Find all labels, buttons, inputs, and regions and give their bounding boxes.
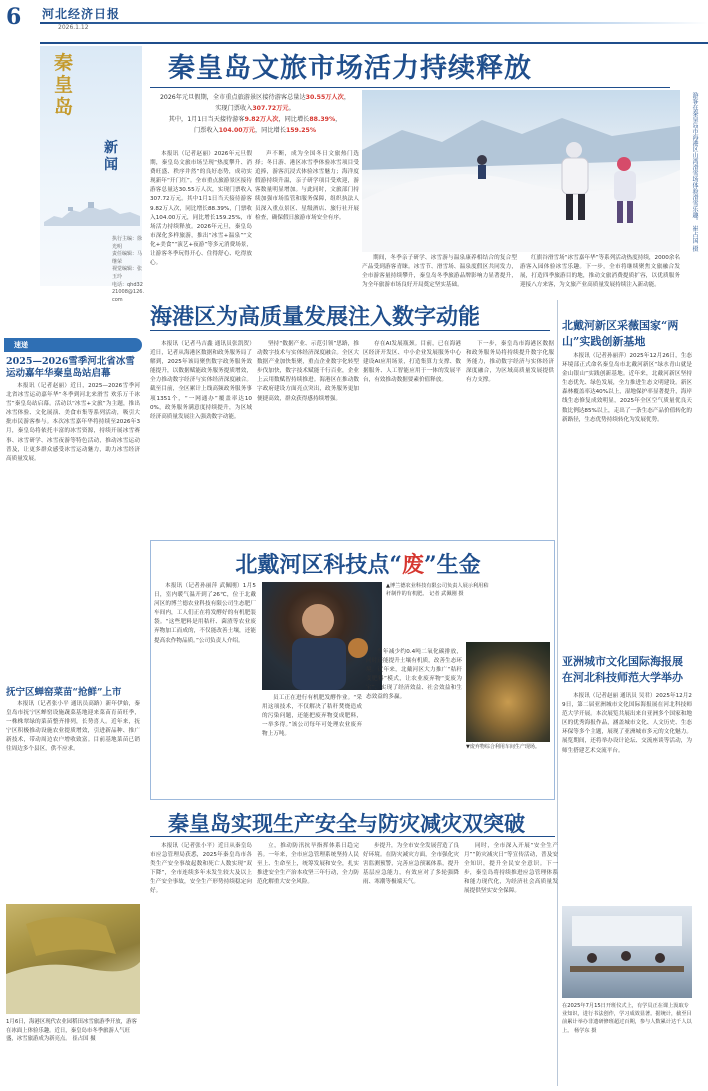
- paragraph: 当年减少约0.4吨二氧化碳排放，同时还能提升土壤有机质，改善生态环境。近年来，北戴河区大力推广“秸秆变肥料”模式，让农业废弃物“变废为宝”，实现了经济效益、社会效益和生态效益的多赢。: [366, 649, 462, 701]
- farmer-photo: [262, 582, 382, 690]
- lead-article-col2: [255, 150, 359, 292]
- stat-text: ，同比增长: [255, 127, 286, 134]
- stat-text: ，同比增长: [278, 116, 310, 123]
- headline-rule: [150, 87, 670, 88]
- sidebar-city-name: 秦皇岛: [54, 52, 74, 118]
- story-2-col2: [257, 340, 359, 540]
- brief-1-headline: 2025—2026雪季河北省冰雪运动嘉年华秦皇岛站启幕: [6, 356, 135, 379]
- stat-number: 307.72万元: [252, 105, 289, 112]
- lead-article-col1: [150, 150, 252, 292]
- issue-date: 2026.1.12: [58, 24, 89, 31]
- classroom-photo-caption: 在2025年7月15日开班仪式上，有学员正在课上汲取专业知识，进行书法创作，学习成效显著。据统计，截至目前累计举办非遗研修班超过百期，参与人数累计达千人以上。 杨学东 摄: [562, 1003, 692, 1034]
- paragraph: 本报讯（记者孙丽萍）2025年12月26日，生态环境部正式命名秦皇岛市北戴河新区“绿水青山就是金山银山”实践创新基地。近年来，北戴河新区坚持生态优先、绿色发展，全力推进生态文明建设。新区森林覆盖率达40%以上，湿地保护率显著提升，海岸线生态修复成效明显，2025年全区空气质量优良天数比例达85%以上，走出了一条生态产品价值转化的新路径，生态优势持续转化为发展优势。: [562, 353, 692, 423]
- rice-photo-caption: 1月6日，海港区现代农业园稻田冰雪旅游季开放，游客在冰面上体验乐趣。近日，秦皇岛市冬季旅游人气旺盛，冰雪旅游成为新亮点。 崔占国 摄: [6, 1019, 137, 1042]
- brief-label: 速递: [14, 341, 28, 349]
- paragraph: 下一步，秦皇岛市海港区数据和政务服务局将持续提升数字化服务能力，推动数字经济与实体经济深度融合，为区域高质量发展提供有力支撑。: [466, 341, 554, 384]
- sidebar-section-name: 新闻: [104, 140, 118, 173]
- farmer-graphic: [262, 582, 382, 690]
- paragraph: 同时，全市深入开展“安全生产月”“防灾减灾日”等宣传活动，普及安全知识，提升全民安全意识。下一步，秦皇岛将持续推进应急管理体系和能力现代化，为经济社会高质量发展提供坚实安全保障。: [464, 843, 558, 895]
- paragraph: 本报讯（记者赵丽）2026年元旦假期，秦皇岛文旅市场呈现“热度攀升、消费旺盛、秩序井然”的良好态势，成功实现新年“开门红”。全市重点旅游景区接待游客总量达30.55万人次，实现门票收入307.72万元。其中1月1日当天接待游客9.82万人次，同比增长88.39%，门票收入104.00万元，同比增长159.25%，市场活力持续释放。2026年元旦，秦皇岛市深化多样旅游，推出“冰雪+温泉”“文化+美食”“演艺+夜游”等多元消费场景，让游客冬季玩得开心、住得舒心、吃得放心。: [150, 151, 252, 267]
- story-2-col1: [150, 340, 252, 540]
- farmer-photo-caption: ▲博兰德农业科技有限公司负责人展示利用秸秆制作的有机肥。 记者 武佩刚 摄: [386, 583, 489, 598]
- paragraph: 员工正在进行有机肥发酵作业。“采用这项技术，不仅解决了秸秆焚烧造成的污染问题，还能把废弃物变成肥料，一举多得。”该公司每年可处理农业废弃物上万吨。: [262, 695, 362, 738]
- great-wall-icon: [44, 200, 140, 226]
- lead-headline: 秦皇岛文旅市场活力持续释放: [168, 53, 532, 84]
- paragraph: 本报讯（记者赵丽 通讯员 吴君）2025年12月29日，第二届亚洲城市文化国际海报展在河北科技师范大学开展。本次展览共展出来自亚洲多个国家和地区的优秀海报作品，涵盖城市文化、人文历史、生态环保等多个主题，展现了亚洲城市多元的文化魅力。展览期间，还将举办设计论坛、交流座谈等活动，为师生搭建艺术交流平台。: [562, 693, 692, 754]
- paragraph: 本报讯（记者马吉鑫 通讯员张凯贺）近日，记者从海港区数据和政务服务局了解到，2025年该局聚焦数字政务服务效能提升，以数据赋能政务服务提质增效，全力推动数字经济与实体经济深度融合。截至目前，全区累计上线高频政务服务事项1351个，“一网通办”覆盖率达100%，政务服务满意度持续提升，为区域经济高质量发展注入强劲数字动能。: [150, 341, 252, 420]
- header-band: [40, 22, 708, 24]
- stat-text: 门票收入: [193, 127, 219, 134]
- paragraph: 期间，冬季亲子研学、冰雪游与温泉康养相结合的复合型产品受到游客青睐。冰雪节、滑雪场、温泉度假区共同发力，全市游客量持续攀升，秦皇岛冬季旅游品牌影响力显著提升，为全年旅游市场良好开局奠定坚实基础。: [362, 255, 517, 289]
- rice-field-graphic: [6, 904, 140, 1014]
- story-3-headline: [168, 548, 548, 579]
- editor-line: 责任编辑：马继荣: [112, 251, 143, 265]
- paper-name: 河北经济日报: [42, 7, 121, 21]
- brief-2-body: [6, 700, 140, 900]
- stat-line: [150, 125, 360, 136]
- plant-photo: [466, 642, 550, 742]
- headline-part: ”生金: [424, 552, 481, 578]
- right-story-1-headline: 北戴河新区采薇国家“两山”实践创新基地: [562, 319, 679, 348]
- paragraph: 立，推动防汛抗旱指挥体系日趋完善。一年来，全市应急管理系统坚持人民至上、生命至上，统筹发展和安全，扎实推进安全生产治本攻坚三年行动，全力防范化解重大安全风险。: [257, 843, 359, 886]
- ski-photo: [362, 90, 680, 252]
- stat-number: 104.00万元: [218, 127, 255, 134]
- lead-article-col4: [520, 254, 680, 294]
- brief-2-headline: 抚宁区蝉窑菜苗“抢鲜”上市: [6, 687, 122, 698]
- paragraph: 坚持“数据产业、示范引领”思路，推动数字技术与实体经济深度融合。全区大数据产业加快集聚，重点企业数字化转型步伐加快，数字技术赋能千行百业，企业上云用数赋智持续推进。海港区在推动数字政府建设方面亮点突出，政务服务更加便捷高效，群众获得感持续增强。: [257, 341, 359, 402]
- story-2-headline: 海港区为高质量发展注入数字动能: [150, 304, 481, 330]
- right-story-2-headline: 亚洲城市文化国际海报展在河北科技师范大学举办: [562, 655, 683, 684]
- stat-line: [150, 114, 360, 125]
- editor-line: 执行主编：徐光明: [112, 236, 143, 250]
- header-rule: [40, 42, 708, 44]
- stat-text: 实现门票收入: [215, 105, 253, 112]
- story-3-col3: [366, 648, 462, 794]
- ski-scene-graphic: [362, 90, 680, 252]
- editor-credits: [112, 236, 146, 304]
- plant-photo-caption: ▼废弃物综合利用车间生产现场。: [466, 744, 540, 750]
- stat-number: 30.55万人次: [305, 94, 344, 101]
- editor-line: 电话：qhd3221008@126.com: [112, 281, 145, 303]
- paragraph: 红旗谷滑雪场“冰雪嘉年华”等系列活动热度持续，2000余名游客入园体验冰雪乐趣。下一步，全市将继续聚焦文旅融合发展，打造四季旅游目的地，推动文旅消费提质扩容，以优质服务迎接八方来客，为文旅产业高质量发展持续注入新动能。: [520, 255, 680, 289]
- stat-number: 9.82万人次: [244, 116, 279, 123]
- paragraph: 本报讯（记者孙丽萍 武佩刚）1月5日，室内暖气温开到了26℃，位于北戴河区的博兰德农业科技有限公司生态肥厂车间内，工人们正在将发酵好的有机肥装袋。“这些肥料是用秸秆、菌渣等农业废弃物加工而成的，不仅能改善土壤，还能提高农作物品质。”公司负责人介绍。: [154, 583, 256, 644]
- stat-line: [150, 92, 360, 103]
- stat-text: ，: [343, 94, 350, 101]
- headline-part: 北戴河区科技点“: [235, 552, 402, 578]
- stat-text: 其中，1月1日当天接待游客: [168, 116, 245, 123]
- story-3-col1: [154, 582, 256, 792]
- story-4-headline: 秦皇岛实现生产安全与防灾减灾双突破: [168, 811, 525, 836]
- ski-photo-caption: 游客在秦皇岛市海港区山湾滑雪场体验滑雪乐趣。 崔占国 摄: [691, 92, 698, 252]
- lead-stats-box: [150, 92, 360, 148]
- paragraph: 声不断，成为全国冬日文旅热门选择；冬日游、港区冰雪季体验冰雪项目受追捧，游客沉浸式体验冰雪魅力；海洋度假游持续升温，亲子研学项目受欢迎，游客数量明显增加。与此同时，文旅部门持续加强市场监管和服务保障，组织执法人员深入重点景区、星级酒店、旅行社开展检查，确保假日旅游市场安全有序。: [255, 151, 359, 221]
- paragraph: 存在AI发展瓶颈。目前，已在海港区经济开发区、中小企业发展服务中心建设AI应用场景，打造集算力支撑、数据服务、人工智能应用于一体的发展平台，有效推动数据要素价值释放。: [363, 341, 461, 384]
- story-3-col2: [262, 694, 362, 794]
- stat-text: 。: [288, 105, 295, 112]
- story-4-col3: [363, 842, 459, 1088]
- classroom-graphic: [562, 906, 692, 998]
- stat-number: 159.25%: [285, 127, 317, 134]
- story-2-col3: [363, 340, 461, 480]
- headline-rule: [150, 836, 555, 837]
- story-4-col1: [150, 842, 252, 1088]
- headline-highlight: 废: [401, 552, 424, 578]
- stat-text: 2026年元旦假期，全市重点旅游景区接待游客总量达: [159, 94, 306, 101]
- paragraph: 步提升，为全市安全发展营造了良好环境。在防灾减灾方面，全市强化灾害监测预警，完善应急预案体系，提升基层应急能力，有效应对了多轮强降雨、寒潮等极端天气。: [363, 843, 459, 886]
- story-2-col4: [466, 340, 554, 480]
- stat-line: [150, 103, 360, 114]
- right-story-1-body: [562, 352, 692, 652]
- story-4-col4: [464, 842, 558, 1088]
- brief-1-body: [6, 382, 140, 682]
- story-4-col2: [257, 842, 359, 1088]
- lead-article-col3: [362, 254, 517, 294]
- rice-field-photo: [6, 904, 140, 1014]
- paragraph: 本报讯（记者赵丽）近日，2025—2026雪季河北省冰雪运动嘉年华“冬季到河北来滑雪 欢乐万千冰雪”秦皇岛站启幕。活动以“冰雪+文旅”为主题，推出冰雪体验、文化展演、美食市集等系列活动，吸引大批市民游客参与。本次冰雪嘉年华将持续至2026年3月，秦皇岛将依托丰富的冰雪资源，持续开展冰雪赛事、冰雪研学、冰雪夜游等特色活动，推动冰雪运动普及，让更多群众感受冰雪运动魅力，助力冰雪经济高质量发展。: [6, 383, 140, 462]
- editor-line: 视觉编辑：张玉玲: [112, 266, 143, 280]
- headline-rule: [150, 330, 550, 331]
- stat-number: 88.39%: [309, 116, 336, 123]
- paragraph: 本报讯（记者张小平 通讯员高路）新年伊始，秦皇岛市抚宁区蝉窑设施蔬菜基地迎来菜苗育苗旺季，一株株翠绿的菜苗整齐排列，长势喜人。近年来，抚宁区积极推动设施农业提质增效，引进新品种、推广新技术，带动周边农户增收致富。目前基地菜苗已销往周边多个县区，供不应求。: [6, 701, 140, 753]
- classroom-photo: [562, 906, 692, 998]
- stat-text: ，: [335, 116, 342, 123]
- paragraph: 本报讯（记者张小平）近日从秦皇岛市应急管理局获悉，2025年秦皇岛市各类生产安全事故起数和死亡人数实现“双下降”，全市连续多年未发生较大及以上生产安全事故，安全生产形势持续稳定向好。: [150, 843, 252, 895]
- page-number: 6: [6, 4, 22, 30]
